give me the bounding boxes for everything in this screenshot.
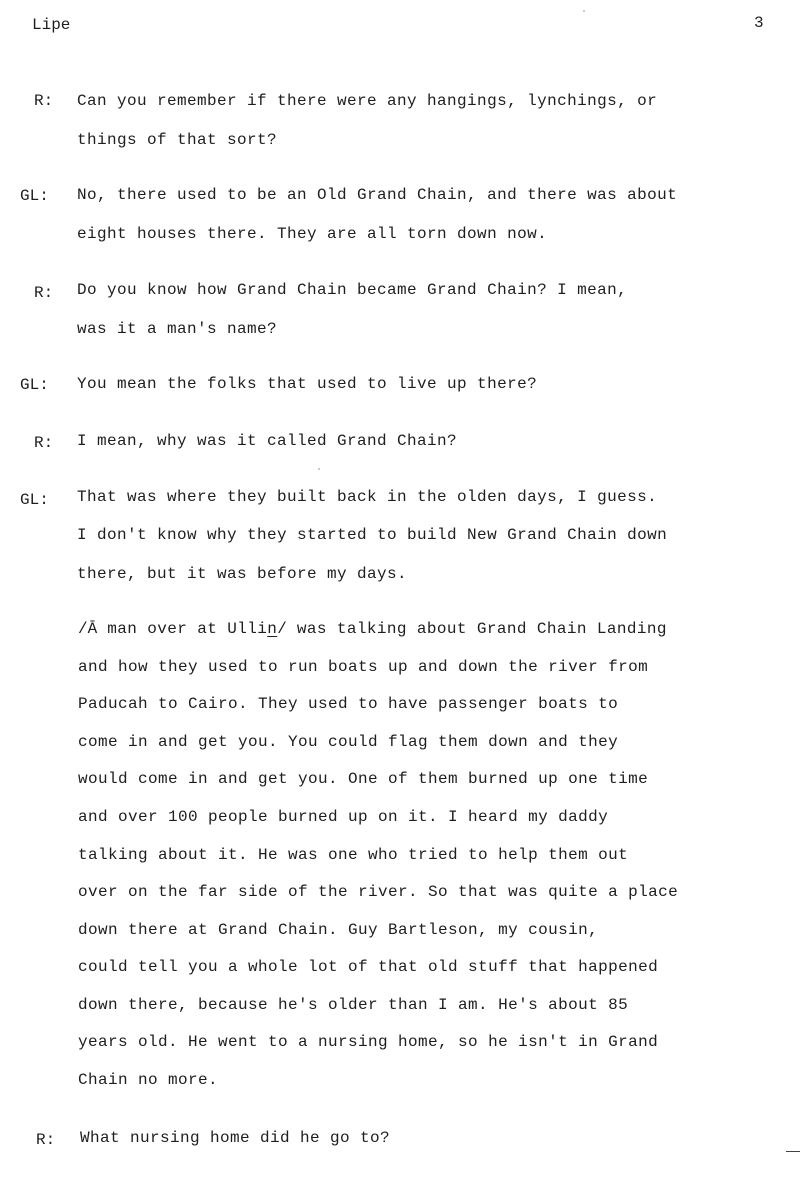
transcript-line: would come in and get you. One of them burned up one time: [78, 770, 649, 788]
page-number: 3: [754, 14, 764, 32]
transcript-line: could tell you a whole lot of that old stuff that happened: [78, 958, 659, 976]
speaker-label-r: R:: [34, 284, 54, 302]
transcript-line: things of that sort?: [77, 131, 278, 149]
transcript-line: I mean, why was it called Grand Chain?: [77, 432, 458, 450]
transcript-line: and over 100 people burned up on it. I heard my daddy: [78, 808, 609, 826]
header-interviewee-name: Lipe: [32, 16, 71, 34]
transcript-line: Chain no more.: [78, 1071, 219, 1089]
transcript-line: What nursing home did he go to?: [80, 1129, 391, 1147]
transcript-line: Do you know how Grand Chain became Grand Chain? I mean,: [77, 281, 628, 299]
transcript-line-bracketed: [78, 620, 667, 638]
transcript-line: was it a man's name?: [77, 320, 278, 338]
transcript-line: eight houses there. They are all torn down now.: [77, 225, 548, 243]
transcript-line: You mean the folks that used to live up there?: [77, 375, 538, 393]
transcript-line: I don't know why they started to build New Grand Chain down: [77, 526, 668, 544]
scan-speck: [318, 468, 320, 470]
editorial-bracket-close: /: [277, 620, 287, 638]
speaker-label-gl: GL:: [20, 491, 49, 509]
line-segment: was talking about Grand Chain Landing: [286, 620, 667, 638]
speaker-label-r: R:: [34, 434, 54, 452]
transcript-line: there, but it was before my days.: [77, 565, 408, 583]
transcript-line: Can you remember if there were any hangings, lynchings, or: [77, 92, 658, 110]
line-segment: man over at Ulli: [97, 620, 268, 638]
transcript-line: No, there used to be an Old Grand Chain, and there was about: [77, 186, 678, 204]
page-edge-mark: [786, 1151, 800, 1152]
transcript-line: years old. He went to a nursing home, so he isn't in Grand: [78, 1033, 659, 1051]
transcript-line: down there at Grand Chain. Guy Bartleson, my cousin,: [78, 921, 599, 939]
transcript-line: come in and get you. You could flag them down and they: [78, 733, 619, 751]
underlined-letter: n: [267, 620, 278, 638]
speaker-label-gl: GL:: [20, 187, 49, 205]
scan-speck: [583, 10, 585, 12]
speaker-label-r: R:: [34, 92, 54, 110]
transcript-line: Paducah to Cairo. They used to have passenger boats to: [78, 695, 619, 713]
speaker-label-r: R:: [36, 1131, 56, 1149]
transcript-line: over on the far side of the river. So that was quite a place: [78, 883, 679, 901]
transcript-line: talking about it. He was one who tried to help them out: [78, 846, 629, 864]
transcript-line: and how they used to run boats up and down the river from: [78, 658, 649, 676]
editorial-bracket-open: /Ā: [78, 620, 98, 638]
speaker-label-gl: GL:: [20, 376, 49, 394]
transcript-line: down there, because he's older than I am. He's about 85: [78, 996, 629, 1014]
transcript-line: That was where they built back in the olden days, I guess.: [77, 488, 658, 506]
